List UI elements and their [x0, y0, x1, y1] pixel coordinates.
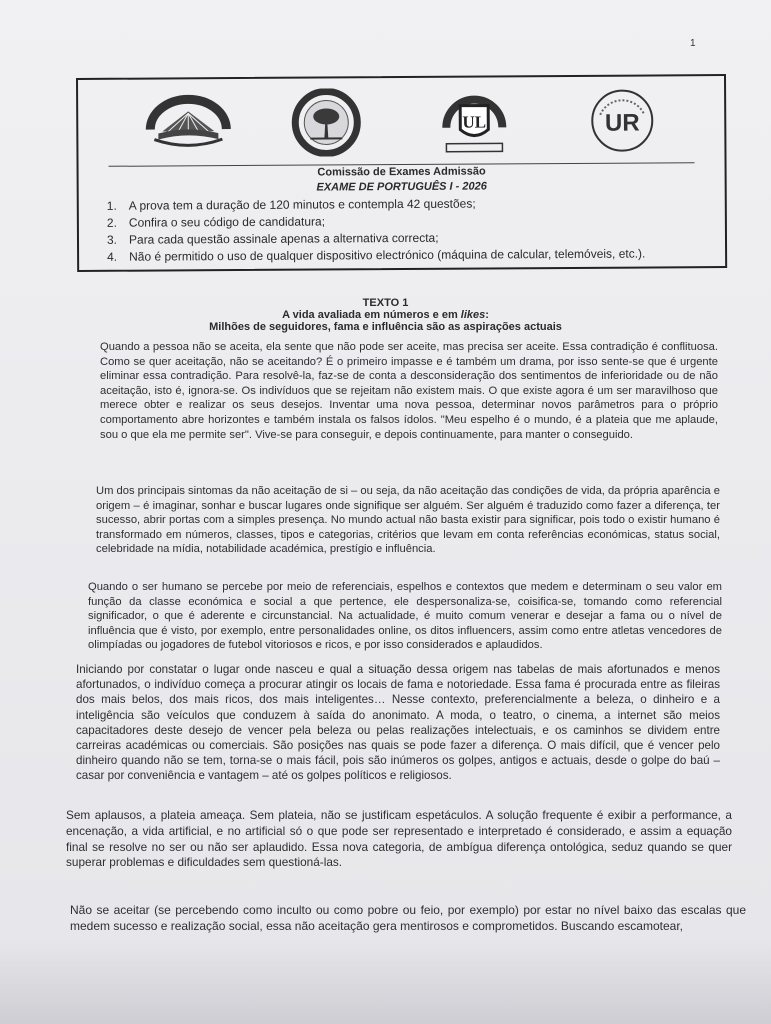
- instruction-item: 2. Confira o seu código de candidatura;: [106, 214, 326, 230]
- commission-name: Comissão de Exames Admissão: [317, 165, 486, 179]
- universidade-licungo-logo-icon: [438, 87, 510, 155]
- exam-title: EXAME DE PORTUGUÊS I - 2026: [316, 180, 487, 194]
- text-paragraph: Iniciando por constatar o lugar onde nasceu e qual a situação dessa origem nas tabelas de mais afortunados e menos afortunados, o indivíduo começa a procurar atingir os locais de fama e notoriedade. Essa fama é procurada entre as fileiras dos mais belos, dos mais ricos, dos mais inteligentes… Nesse contexto, preferencialmente a beleza, o dinheiro e a inteligência são veículos que conduzem à saída do anonimato. A moda, o teatro, o cinema, a internet são meios capacitadores deste desejo de vencer pela beleza ou pelas realizações intelectuais, e os caminhos se dividem entre carreiras académicas ou comerciais. São posições nas quais se pode fazer a diferença. O mais difícil, que é vencer pelo dinheiro quando não se tem, torna-se o mais fácil, pois são inúmeros os golpes, antigos e actuais, desde o golpe do baú – casar por conveniência e vantagem – até os golpes políticos e religiosos.: [76, 663, 720, 783]
- page-shadow: [0, 940, 771, 1024]
- text-paragraph: Não se aceitar (se percebendo como inculto ou como pobre ou feio, por exemplo) por estar no nível baixo das escalas que medem sucesso e realização social, essa não aceitação gera mentirosos e comprometidos. Buscando escamotear,: [70, 903, 746, 933]
- universidade-rovuma-logo-icon: [586, 86, 658, 154]
- text-paragraph: Um dos principais sintomas da não aceitação de si – ou seja, da não aceitação das condições de vida, da própria aparência e origem – é imaginar, sonhar e buscar lugares onde signifique ser alguém. Ser alguém é traduzido como fazer a diferença, ter sucesso, abrir portas com a simples presença. No mundo actual não basta existir para significar, pois todo o existir humano é transformado em números, classes, tipos e categorias, critérios que levam em conta referências económicas, status social, celebridade na mídia, notabilidade académica, prestígio e influência.: [96, 485, 720, 556]
- pedagogical-university-logo-icon: [140, 89, 236, 158]
- page-number: 1: [690, 38, 696, 49]
- instruction-item: 3. Para cada questão assinale apenas a alternativa correcta;: [106, 230, 439, 247]
- text-title: A vida avaliada em números e em likes:: [282, 309, 489, 321]
- text-label: TEXTO 1: [362, 297, 409, 309]
- instruction-item: 4. Não é permitido o uso de qualquer dispositivo electrónico (máquina de calcular, telemóveis, etc.).: [107, 246, 646, 264]
- university-logos: [78, 86, 724, 162]
- instruction-item: 1. A prova tem a duração de 120 minutos e contempla 42 questões;: [106, 196, 476, 213]
- text-subtitle: Milhões de seguidores, fama e influência são as aspirações actuais: [209, 321, 562, 333]
- svg-text:UL: UL: [462, 112, 487, 132]
- svg-text:UR: UR: [604, 109, 640, 137]
- text-paragraph: Sem aplausos, a plateia ameaça. Sem plateia, não se justificam espetáculos. A solução frequente é exibir a performance, a encenação, a vida artificial, e no artificial só o que pode ser representado e interpretado é considerado, e assim a equação final se resolve no ser ou não ser aplaudido. Essa nova categoria, de ambígua diferença ontológica, seduz quando se quer superar problemas e dificuldades sem questioná-las.: [66, 808, 732, 870]
- exam-instructions: [107, 195, 646, 266]
- exam-header-box: [76, 74, 727, 272]
- text-paragraph: Quando a pessoa não se aceita, ela sente que não pode ser aceite, mas precisa ser aceite. Essa contradição é conflituosa. Como se quer aceitação, não se aceitando? É o primeiro impasse e é também um drama, por isso sente-se que é urgente eliminar essa contradição. Para resolvê-la, faz-se de conta a desconsideração dos sentimentos de inferioridade ou de não aceitação, isto é, ignora-se. Os indivíduos que se rejeitam não existem mais. O que existe agora é um ser maravilhoso que merece obter e realizar os seus desejos. Inventar uma nova pessoa, determinar novos parâmetros para o próprio comportamento abre horizontes e também instala os falsos ídolos. "Meu espelho é o mundo, é a plateia que me aplaude, sou o que ela me permite ser". Vive-se para conseguir, e depois continuamente, para manter o conseguido.: [100, 341, 718, 441]
- text-paragraph: Quando o ser humano se percebe por meio de referenciais, espelhos e contextos que medem e determinam o seu valor em função da classe económica e social a que pertence, ele despersonaliza-se, coisifica-se, tomando como referencial significador, o que é aderente e circunstancial. Na actualidade, é muito comum venerar e desejar a fama ou o nível de influência que é visto, por exemplo, entre personalidades online, os ditos influencers, assim como entre atletas vencedores de olimpíadas ou jogadores de futebol vitoriosos e ricos, e por isso considerados e aplaudidos.: [88, 581, 722, 652]
- title-emphasis: likes: [460, 309, 486, 321]
- universidade-pungue-logo-icon: [290, 88, 362, 156]
